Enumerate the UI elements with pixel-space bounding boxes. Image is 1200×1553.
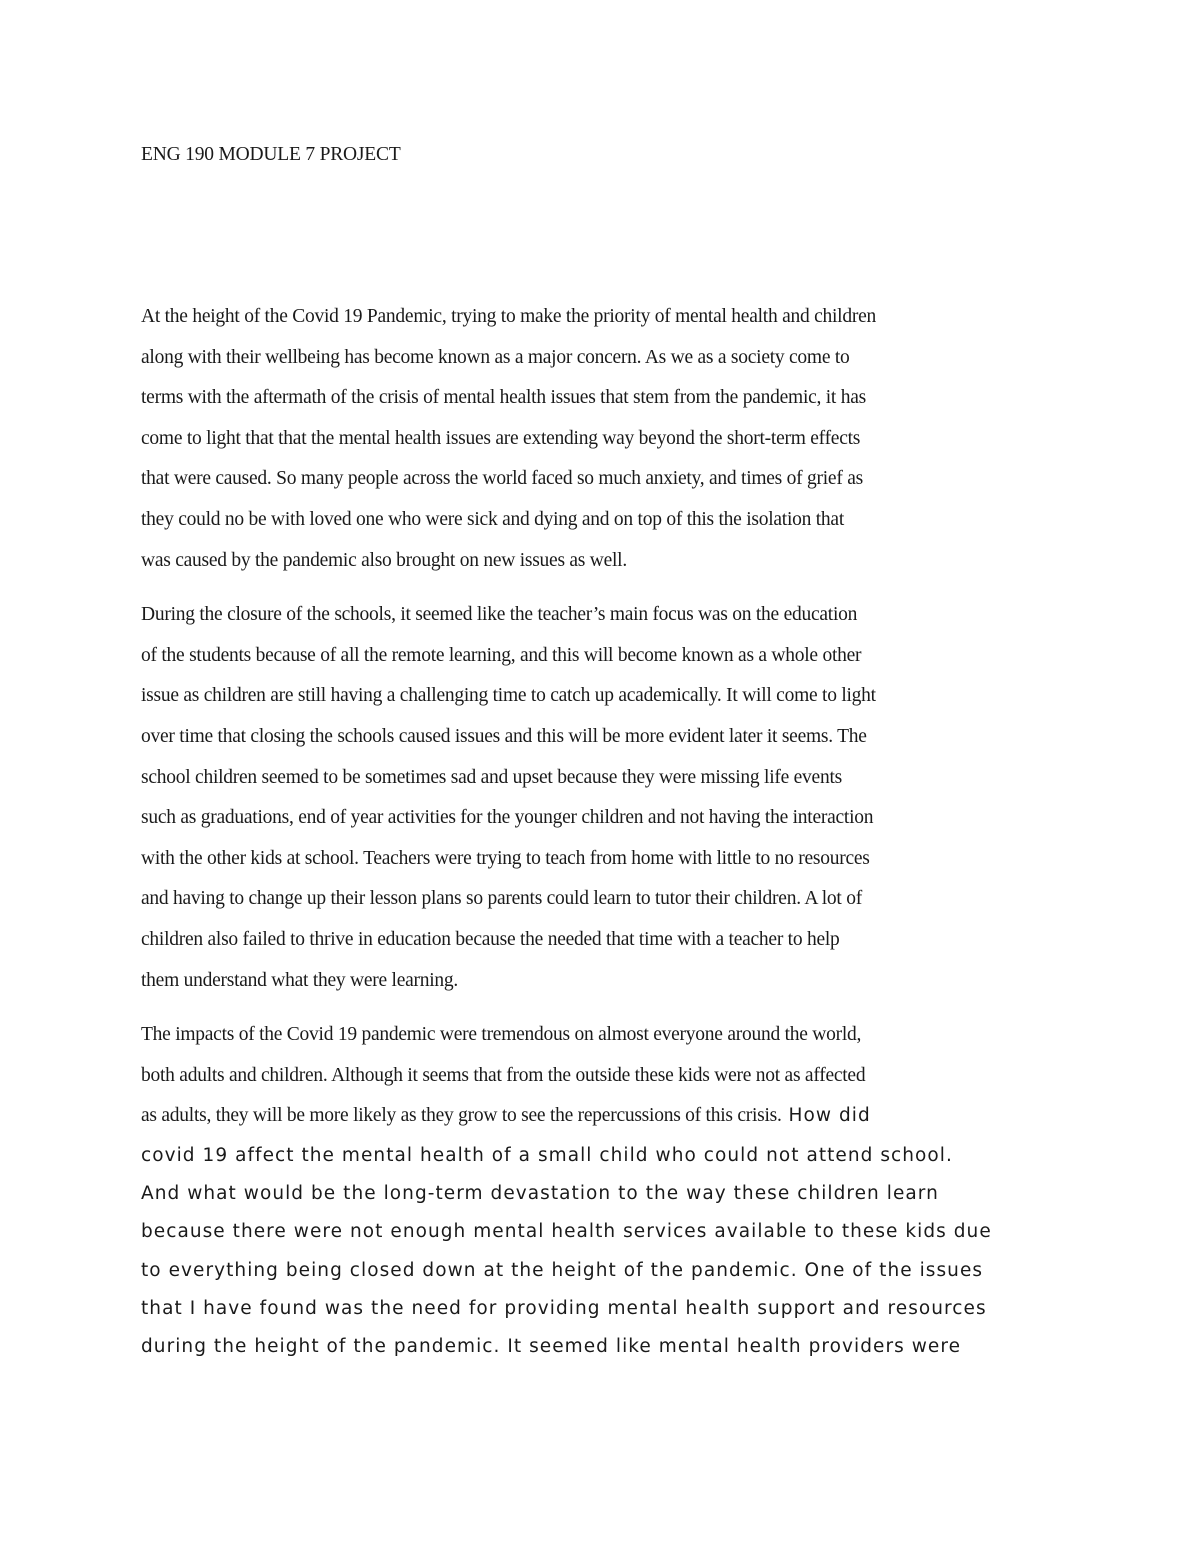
paragraph-line: and having to change up their lesson plans so parents could learn to tutor their children. A lot of (141, 888, 862, 910)
paragraph-line: covid 19 affect the mental health of a small child who could not attend school. (141, 1144, 953, 1166)
paragraph-line-sans-part: How did (781, 1105, 871, 1127)
paragraph-line: that were caused. So many people across the world faced so much anxiety, and times of grief as (141, 468, 863, 490)
paragraph-line: was caused by the pandemic also brought on new issues as well. (141, 549, 627, 571)
paragraph-line: that I have found was the need for providing mental health support and resources (141, 1298, 987, 1320)
paragraph-line (141, 1096, 1071, 1137)
document-body (141, 297, 1071, 1381)
paragraph-line: with the other kids at school. Teachers were trying to teach from home with little to no resources (141, 847, 870, 869)
paragraph-line: school children seemed to be sometimes sad and upset because they were missing life events (141, 766, 842, 788)
paragraph-line: terms with the aftermath of the crisis of mental health issues that stem from the pandemic, it has (141, 387, 866, 409)
paragraph-line: of the students because of all the remote learning, and this will become known as a whole other (141, 644, 862, 666)
paragraph-line: During the closure of the schools, it seemed like the teacher’s main focus was on the education (141, 604, 858, 626)
paragraph-1 (141, 297, 1071, 581)
paragraph-line: because there were not enough mental health services available to these kids due (141, 1221, 992, 1243)
document-header: ENG 190 MODULE 7 PROJECT (141, 144, 401, 165)
paragraph-line: both adults and children. Although it seems that from the outside these kids were not as affected (141, 1064, 866, 1086)
paragraph-3 (141, 1015, 1071, 1367)
paragraph-line-serif-part: as adults, they will be more likely as they grow to see the repercussions of this crisis. (141, 1105, 782, 1127)
paragraph-line: such as graduations, end of year activities for the younger children and not having the interaction (141, 807, 874, 829)
paragraph-line: to everything being closed down at the height of the pandemic. One of the issues (141, 1259, 984, 1281)
paragraph-line: The impacts of the Covid 19 pandemic were tremendous on almost everyone around the world, (141, 1024, 862, 1046)
paragraph-line: And what would be the long-term devastation to the way these children learn (141, 1183, 939, 1205)
paragraph-line: during the height of the pandemic. It seemed like mental health providers were (141, 1336, 962, 1358)
paragraph-line: they could no be with loved one who were sick and dying and on top of this the isolation that (141, 508, 844, 530)
paragraph-line: over time that closing the schools caused issues and this will be more evident later it seems. The (141, 725, 867, 747)
paragraph-line: issue as children are still having a challenging time to catch up academically. It will come to light (141, 685, 876, 707)
paragraph-line: them understand what they were learning. (141, 969, 459, 991)
paragraph-line: children also failed to thrive in education because the needed that time with a teacher to help (141, 928, 840, 950)
paragraph-line: At the height of the Covid 19 Pandemic, trying to make the priority of mental health and children (141, 306, 876, 327)
paragraph-line: along with their wellbeing has become known as a major concern. As we as a society come to (141, 346, 850, 368)
paragraph-line: come to light that that the mental health issues are extending way beyond the short-term effects (141, 427, 861, 449)
paragraph-2 (141, 595, 1071, 1001)
